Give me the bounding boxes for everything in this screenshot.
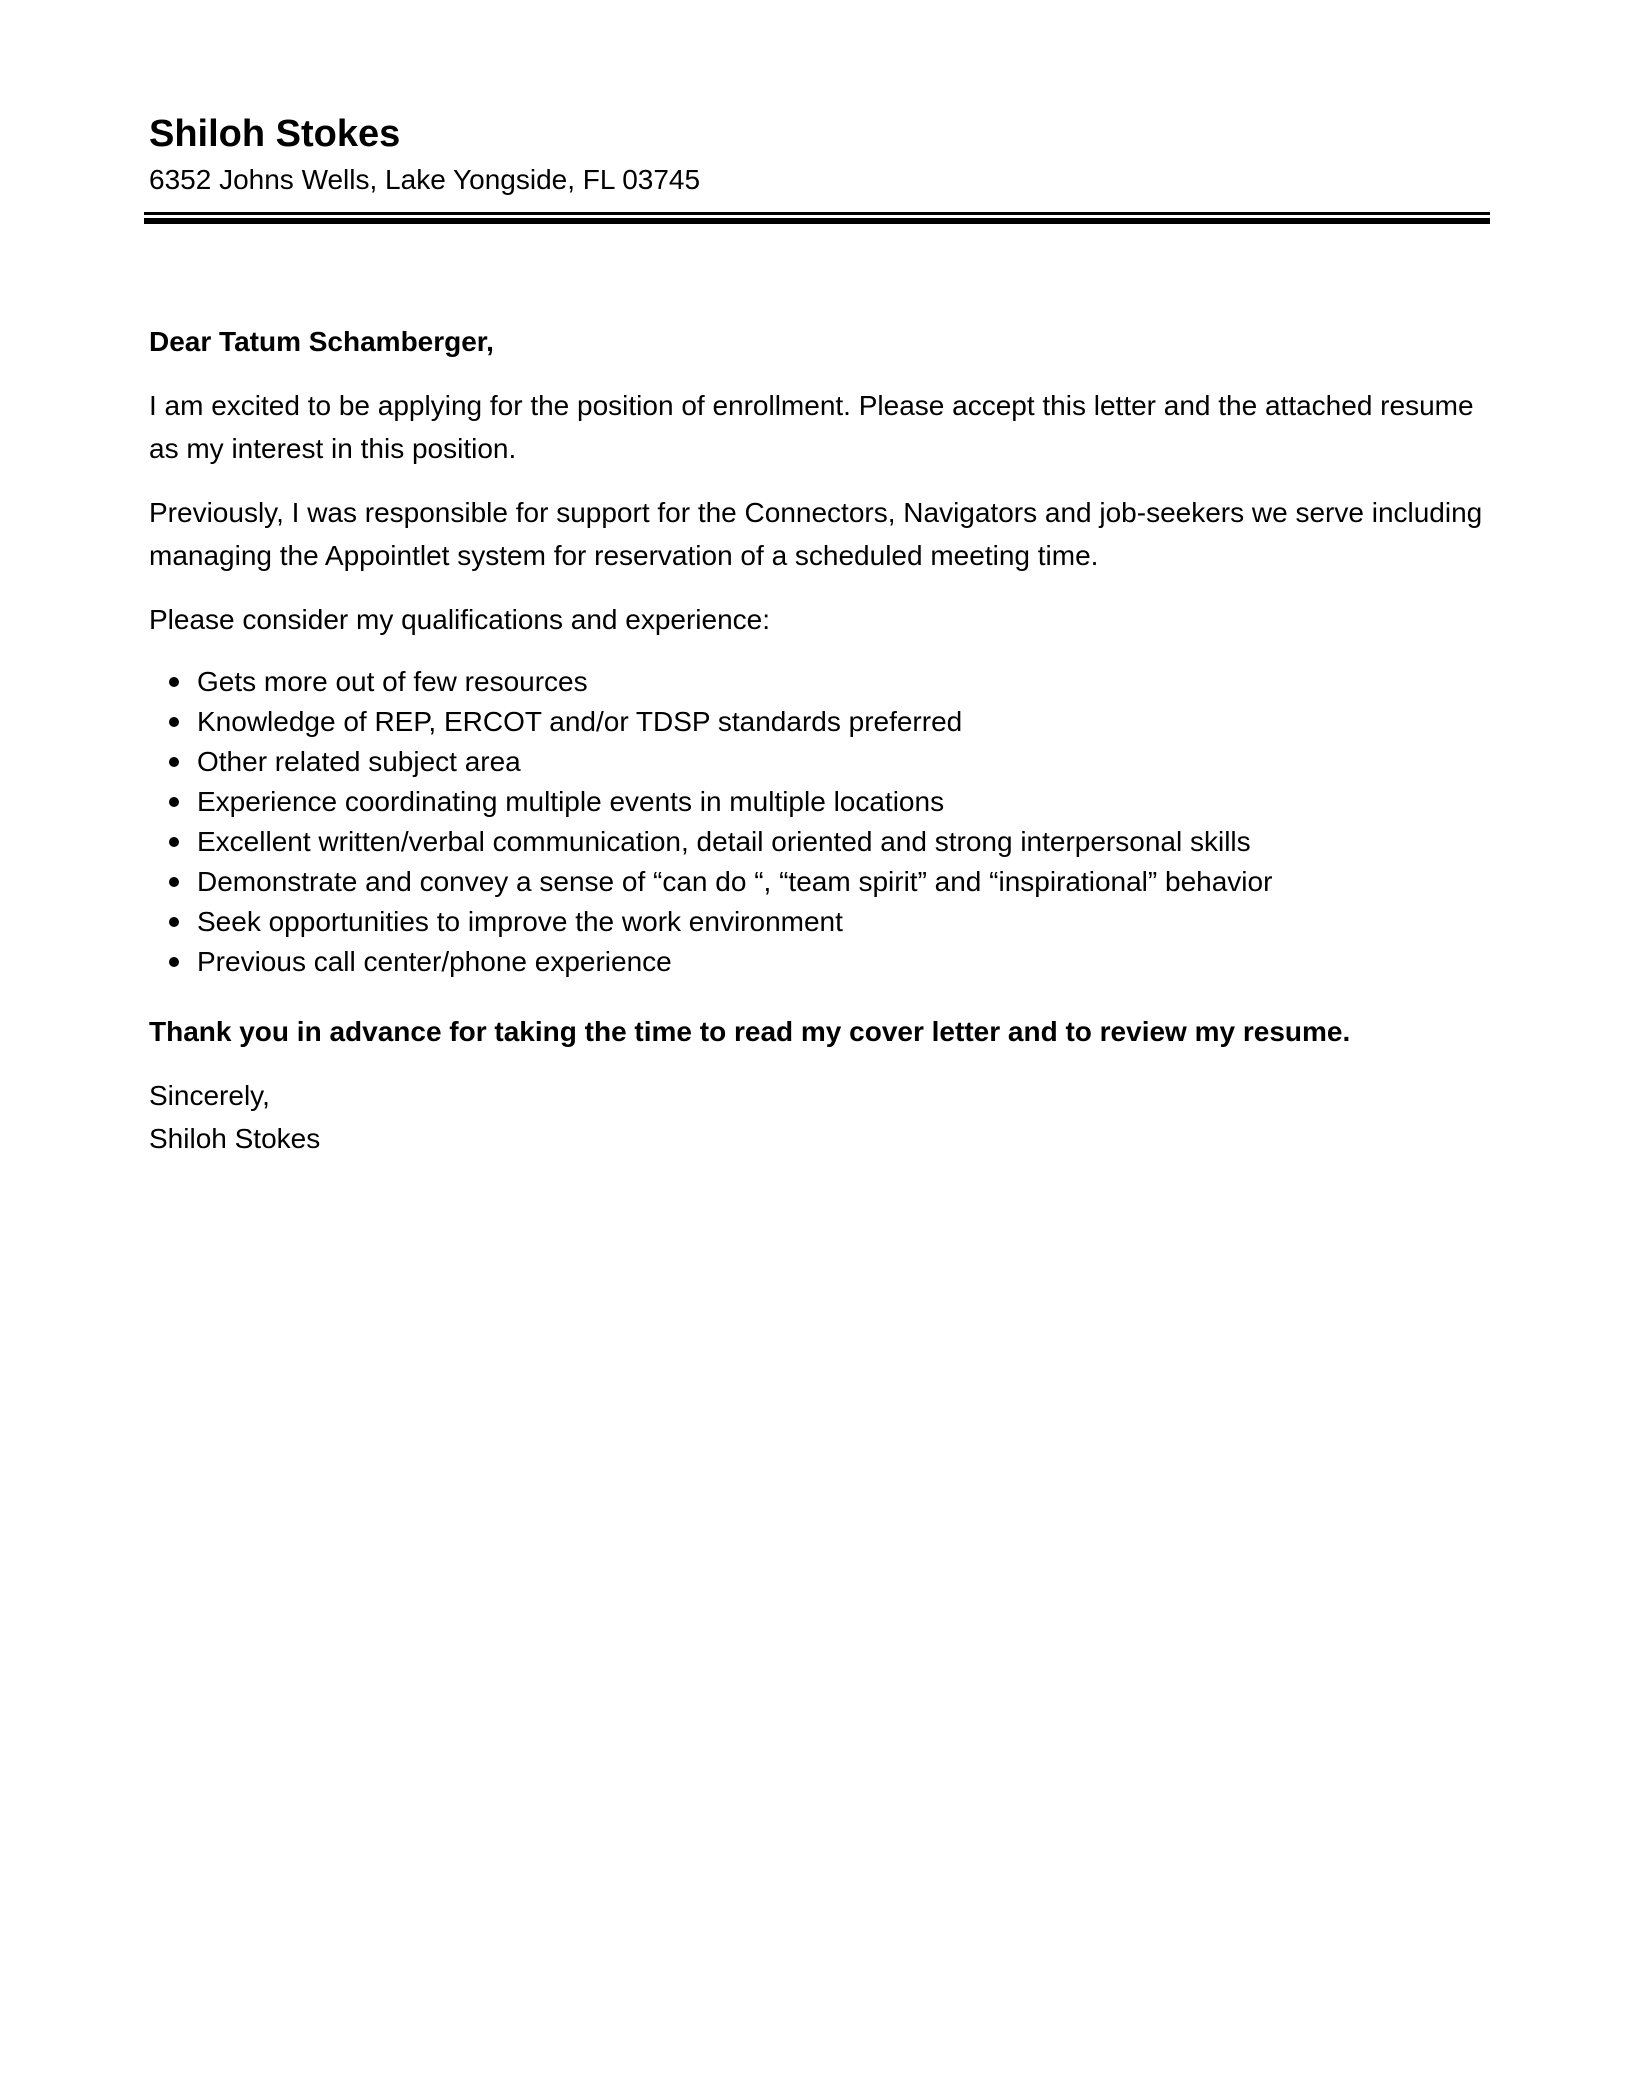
closing: Sincerely, — [149, 1080, 270, 1111]
bullet-icon — [169, 797, 179, 807]
bullet-icon — [169, 877, 179, 887]
list-item-text: Previous call center/phone experience — [197, 946, 672, 977]
letterhead — [149, 108, 1489, 200]
list-item — [149, 942, 1489, 982]
experience-paragraph: Previously, I was responsible for support for the Connectors, Navigators and job-seekers we serve including managing the Appointlet system for reservation of a scheduled meeting time. — [149, 497, 1483, 571]
bullet-icon — [169, 677, 179, 687]
list-item-text: Demonstrate and convey a sense of “can do “, “team spirit” and “inspirational” behavior — [197, 866, 1273, 897]
bullet-icon — [169, 917, 179, 927]
list-item — [149, 782, 1489, 822]
qualifications-list — [149, 662, 1489, 982]
list-item-text: Excellent written/verbal communication, detail oriented and strong interpersonal skills — [197, 826, 1251, 857]
list-item-text: Knowledge of REP, ERCOT and/or TDSP standards preferred — [197, 706, 963, 737]
bullet-icon — [169, 837, 179, 847]
list-item — [149, 822, 1489, 862]
intro-paragraph: I am excited to be applying for the position of enrollment. Please accept this letter and the attached resume as my interest in this position. — [149, 390, 1474, 464]
sender-name: Shiloh Stokes — [149, 113, 401, 155]
list-item — [149, 662, 1489, 702]
salutation: Dear Tatum Schamberger, — [149, 326, 494, 357]
list-item-text: Seek opportunities to improve the work environment — [197, 906, 843, 937]
signature: Shiloh Stokes — [149, 1123, 321, 1154]
divider-thin-line — [144, 212, 1490, 215]
list-item — [149, 902, 1489, 942]
letter-body — [149, 320, 1489, 1160]
bullet-icon — [169, 717, 179, 727]
list-item — [149, 862, 1489, 902]
list-item — [149, 742, 1489, 782]
list-item-text: Gets more out of few resources — [197, 666, 588, 697]
bullet-icon — [169, 757, 179, 767]
thank-you-line: Thank you in advance for taking the time to read my cover letter and to review my resume. — [149, 1016, 1351, 1047]
list-item — [149, 702, 1489, 742]
list-item-text: Other related subject area — [197, 746, 521, 777]
divider-thick-line — [144, 218, 1490, 224]
bullet-icon — [169, 957, 179, 967]
header-divider — [144, 212, 1490, 224]
sender-address: 6352 Johns Wells, Lake Yongside, FL 03745 — [149, 164, 701, 195]
list-item-text: Experience coordinating multiple events in multiple locations — [197, 786, 945, 817]
qualifications-intro: Please consider my qualifications and experience: — [149, 604, 771, 635]
